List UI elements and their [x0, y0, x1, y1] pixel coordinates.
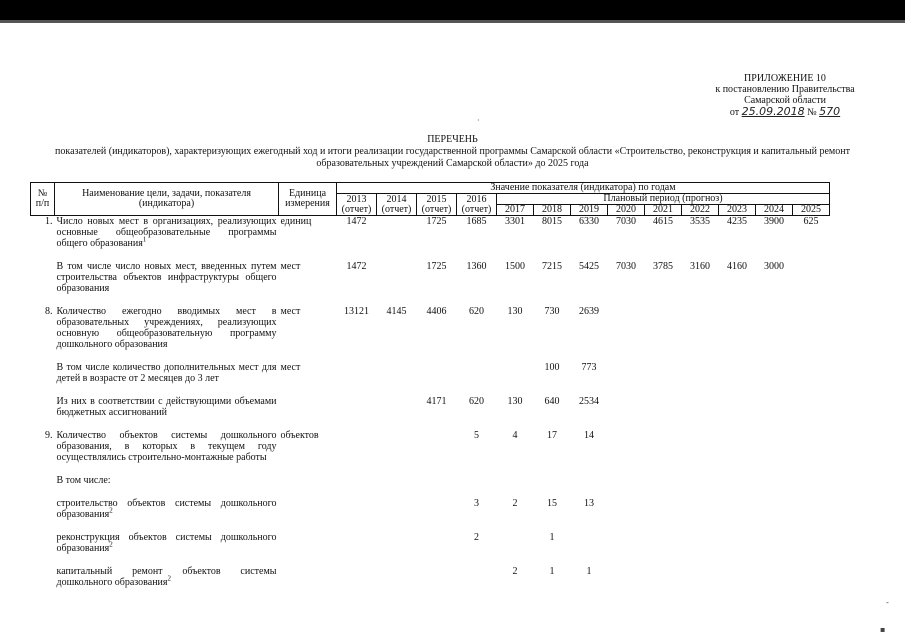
row-value-cell — [377, 430, 417, 463]
row-value-cell: 5425 — [579, 261, 599, 272]
row-spacer-cell — [31, 384, 830, 396]
row-spacer-cell — [31, 463, 830, 475]
row-value-cell — [682, 566, 719, 588]
row-value-cell — [337, 498, 377, 520]
row-indicator-name — [55, 498, 279, 520]
table-row — [31, 566, 830, 588]
row-value-cell: 7030 — [616, 216, 636, 227]
header-year-plan: 2023 — [719, 205, 756, 216]
row-value-cell: 130 — [507, 306, 523, 317]
table-row — [31, 430, 830, 463]
row-value-cell — [719, 396, 756, 418]
row-value-cell — [793, 396, 830, 418]
table-row — [31, 532, 830, 554]
row-value-cell: 4145 — [386, 306, 407, 317]
table-row — [31, 475, 830, 486]
row-value-cell — [608, 475, 645, 486]
row-value-cell: 1 — [549, 532, 555, 543]
row-indicator-name — [55, 532, 279, 554]
header-plan-group: Плановый период (прогноз) — [497, 194, 830, 205]
row-value-cell — [417, 430, 457, 463]
row-unit: объектов — [280, 430, 319, 441]
row-value-cell: 2 — [474, 532, 479, 543]
table-body — [31, 216, 830, 589]
header-year-plan: 2017 — [497, 205, 534, 216]
row-value-cell — [756, 362, 793, 384]
row-number — [31, 362, 55, 384]
row-value-cell: 100 — [544, 362, 560, 373]
row-value-cell — [645, 532, 682, 554]
row-number — [31, 475, 55, 486]
row-indicator-name — [55, 475, 279, 486]
title-description: показателей (индикаторов), характеризующих ежегодный ход и итоги реализации государственной программы Самарской области «Строительство, реконструкция и капитальный ремонт образовательных учреждений Самарской области» до 2025 года — [55, 146, 850, 169]
header-num: № п/п — [31, 183, 55, 216]
row-value-cell — [337, 362, 377, 384]
row-value-cell: 2 — [512, 566, 518, 577]
row-indicator-text: В том числе: — [56, 475, 111, 486]
row-value-cell: 13 — [584, 498, 594, 509]
header-year-plan: 2020 — [608, 205, 645, 216]
footnote-marker: 2 — [109, 506, 113, 515]
row-indicator-text: Число новых мест в организациях, реализующих основные общеобразовательные программы общего образования — [56, 216, 277, 249]
row-value-cell: 773 — [581, 362, 597, 373]
row-value-cell — [682, 498, 719, 520]
row-indicator-text: строительство объектов системы дошкольного образования — [56, 498, 277, 520]
row-spacer — [31, 463, 830, 475]
scan-speck: - — [886, 598, 889, 607]
row-value-cell — [417, 362, 457, 384]
row-value-cell — [377, 532, 417, 554]
row-value-cell: 1500 — [505, 261, 525, 272]
scan-speck: · — [477, 116, 480, 125]
header-year-plan: 2018 — [534, 205, 571, 216]
row-indicator-text: Количество объектов системы дошкольного образования, в которых в текущем году осуществлялись строительно-монтажные работы — [56, 430, 277, 463]
header-year-label: 2016 — [466, 193, 487, 205]
row-value-cell — [793, 261, 830, 294]
row-spacer — [31, 384, 830, 396]
header-report-label: (отчет) — [421, 203, 452, 215]
row-value-cell: 3900 — [764, 216, 784, 227]
row-value-cell — [337, 566, 377, 588]
row-indicator-name — [55, 430, 279, 463]
row-value-cell: 3535 — [690, 216, 710, 227]
row-spacer-cell — [31, 249, 830, 261]
header-year-report — [457, 194, 497, 216]
row-value-cell — [756, 566, 793, 588]
document-title — [0, 134, 905, 170]
row-unit — [279, 532, 337, 554]
row-number — [31, 396, 55, 418]
row-value-cell: 620 — [469, 306, 484, 317]
row-unit — [279, 396, 337, 418]
indicators-table — [30, 182, 830, 588]
row-value-cell — [793, 430, 830, 463]
number-prefix: № — [807, 107, 817, 118]
row-value-cell — [337, 532, 377, 554]
row-value-cell — [337, 396, 377, 418]
row-value-cell — [682, 306, 719, 350]
row-value-cell — [571, 532, 608, 554]
row-value-cell — [756, 430, 793, 463]
row-value-cell: 620 — [469, 396, 484, 407]
row-indicator-name — [55, 216, 279, 250]
row-number — [31, 532, 55, 554]
row-value-cell — [377, 396, 417, 418]
scan-speck: ▪ — [880, 625, 886, 634]
row-number: 8. — [45, 306, 53, 317]
header-unit: Единица измерения — [279, 183, 337, 216]
row-number — [31, 498, 55, 520]
row-value-cell: 2 — [512, 498, 518, 509]
row-value-cell: 2534 — [579, 396, 599, 407]
row-value-cell: 2639 — [579, 306, 599, 317]
header-report-label: (отчет) — [341, 203, 372, 215]
row-indicator-text: В том числе количество дополнительных мест для детей в возрасте от 2 месяцев до 3 лет — [56, 362, 277, 384]
row-value-cell: 4615 — [653, 216, 673, 227]
scan-top-shadow — [0, 20, 905, 23]
table-row — [31, 261, 830, 294]
row-value-cell: 4 — [512, 430, 518, 441]
row-unit: мест — [280, 362, 301, 373]
row-indicator-name — [55, 362, 279, 384]
row-value-cell — [608, 362, 645, 384]
row-value-cell: 1725 — [426, 261, 447, 272]
scan-top-edge — [0, 0, 905, 20]
row-unit: мест — [280, 261, 301, 272]
date-handwritten: 25.09.2018 — [741, 105, 805, 118]
row-unit: мест — [280, 306, 301, 317]
row-value-cell: 4171 — [426, 396, 447, 407]
header-name: Наименование цели, задачи, показателя (индикатора) — [55, 183, 279, 216]
row-unit — [279, 498, 337, 520]
row-spacer — [31, 554, 830, 566]
row-value-cell: 3000 — [764, 261, 784, 272]
row-value-cell: 6330 — [579, 216, 599, 227]
row-indicator-text: капитальный ремонт объектов системы дошкольного образования — [56, 566, 277, 588]
row-value-cell — [417, 475, 457, 486]
row-value-cell: 1725 — [426, 216, 447, 227]
row-indicator-text: В том числе число новых мест, введенных путем строительства объектов инфраструктуры общего образования — [56, 261, 277, 294]
row-value-cell — [719, 498, 756, 520]
row-value-cell: 4235 — [727, 216, 747, 227]
row-value-cell: 1 — [549, 566, 555, 577]
row-value-cell — [682, 475, 719, 486]
row-value-cell — [417, 566, 457, 588]
header-report-label: (отчет) — [461, 203, 492, 215]
row-value-cell: 1 — [586, 566, 592, 577]
row-value-cell: 640 — [544, 396, 560, 407]
appendix-line1: ПРИЛОЖЕНИЕ 10 — [744, 73, 826, 84]
row-value-cell — [756, 306, 793, 350]
header-year-plan: 2021 — [645, 205, 682, 216]
date-prefix: от — [729, 107, 740, 118]
table-row — [31, 306, 830, 350]
footnote-marker: 2 — [167, 574, 172, 583]
row-spacer — [31, 350, 830, 362]
row-spacer-cell — [31, 486, 830, 498]
header-year-label: 2013 — [346, 193, 367, 205]
row-value-cell — [682, 430, 719, 463]
row-value-cell — [417, 498, 457, 520]
row-unit: единиц — [280, 216, 312, 227]
row-number — [31, 566, 55, 588]
row-value-cell — [534, 475, 571, 486]
row-value-cell: 14 — [584, 430, 594, 441]
number-handwritten: 570 — [819, 105, 841, 118]
row-spacer-cell — [31, 418, 830, 430]
row-value-cell: 3301 — [505, 216, 525, 227]
table-row — [31, 216, 830, 250]
row-value-cell — [377, 498, 417, 520]
row-value-cell: 7215 — [542, 261, 562, 272]
row-value-cell — [682, 532, 719, 554]
row-value-cell — [645, 475, 682, 486]
row-indicator-name — [55, 396, 279, 418]
row-value-cell: 4160 — [727, 261, 747, 272]
row-value-cell — [608, 532, 645, 554]
row-value-cell — [719, 475, 756, 486]
header-year-plan: 2019 — [571, 205, 608, 216]
row-value-cell: 730 — [544, 306, 560, 317]
row-value-cell — [457, 566, 497, 588]
row-number: 1. — [45, 216, 53, 227]
row-value-cell — [719, 566, 756, 588]
row-value-cell — [793, 475, 830, 486]
row-value-cell: 13121 — [344, 306, 369, 317]
row-value-cell — [793, 306, 830, 350]
row-value-cell: 1472 — [346, 216, 367, 227]
row-value-cell: 625 — [803, 216, 819, 227]
row-value-cell — [719, 532, 756, 554]
row-value-cell — [337, 475, 377, 486]
appendix-dateline — [690, 106, 880, 118]
header-year-plan: 2025 — [793, 205, 830, 216]
header-year-label: 2014 — [386, 193, 407, 205]
row-spacer-cell — [31, 294, 830, 306]
header-year-report — [337, 194, 377, 216]
row-value-cell: 3785 — [653, 261, 673, 272]
row-value-cell — [645, 362, 682, 384]
row-value-cell — [756, 475, 793, 486]
row-value-cell — [608, 498, 645, 520]
table-row — [31, 362, 830, 384]
row-spacer — [31, 520, 830, 532]
header-year-report — [417, 194, 457, 216]
appendix-block — [690, 73, 880, 118]
row-value-cell — [719, 362, 756, 384]
row-spacer-cell — [31, 350, 830, 362]
row-value-cell — [756, 396, 793, 418]
header-year-report — [377, 194, 417, 216]
row-spacer — [31, 486, 830, 498]
row-value-cell — [645, 306, 682, 350]
row-value-cell — [608, 306, 645, 350]
row-value-cell: 7030 — [616, 261, 636, 272]
row-value-cell: 15 — [547, 498, 557, 509]
row-spacer-cell — [31, 520, 830, 532]
row-value-cell: 3 — [474, 498, 479, 509]
table-row — [31, 396, 830, 418]
row-indicator-name — [55, 306, 279, 350]
row-value-cell: 3160 — [690, 261, 710, 272]
row-value-cell — [377, 216, 417, 250]
row-value-cell: 4406 — [426, 306, 447, 317]
row-value-cell — [756, 532, 793, 554]
row-value-cell — [377, 566, 417, 588]
row-unit — [279, 566, 337, 588]
row-value-cell: 8015 — [542, 216, 562, 227]
row-spacer — [31, 418, 830, 430]
row-value-cell — [571, 475, 608, 486]
row-indicator-text: Количество ежегодно вводимых мест в образовательных учреждениях, реализующих основную общеобразовательную программу дошкольного образования — [56, 306, 277, 350]
table-row — [31, 498, 830, 520]
header-year-plan: 2024 — [756, 205, 793, 216]
row-number: 9. — [45, 430, 53, 441]
row-spacer — [31, 249, 830, 261]
table-header — [31, 183, 830, 216]
row-value-cell — [719, 430, 756, 463]
appendix-line2: к постановлению Правительства — [715, 84, 855, 95]
row-value-cell: 1685 — [466, 216, 487, 227]
row-value-cell — [497, 362, 534, 384]
row-indicator-name — [55, 261, 279, 294]
row-value-cell — [793, 532, 830, 554]
footnote-marker: 1 — [142, 235, 147, 244]
row-value-cell — [793, 362, 830, 384]
row-value-cell: 1360 — [466, 261, 487, 272]
row-value-cell — [608, 396, 645, 418]
footnote-marker: 2 — [109, 540, 113, 549]
row-indicator-text: реконструкция объектов системы дошкольного образования — [56, 532, 277, 554]
appendix-line3: Самарской области — [744, 95, 826, 106]
row-value-cell — [793, 566, 830, 588]
row-value-cell — [377, 475, 417, 486]
row-value-cell — [457, 362, 497, 384]
row-value-cell — [337, 430, 377, 463]
row-unit — [279, 475, 337, 486]
title-heading: ПЕРЕЧЕНЬ — [427, 134, 478, 145]
row-value-cell — [645, 498, 682, 520]
row-value-cell — [682, 396, 719, 418]
row-value-cell — [608, 430, 645, 463]
header-year-plan: 2022 — [682, 205, 719, 216]
row-value-cell — [377, 261, 417, 294]
row-value-cell — [497, 475, 534, 486]
row-value-cell — [645, 430, 682, 463]
row-value-cell — [608, 566, 645, 588]
row-value-cell — [719, 306, 756, 350]
row-number — [31, 261, 55, 294]
row-value-cell — [645, 396, 682, 418]
header-report-label: (отчет) — [381, 203, 412, 215]
row-value-cell — [793, 498, 830, 520]
row-value-cell — [497, 532, 534, 554]
header-year-label: 2015 — [426, 193, 447, 205]
row-value-cell — [377, 362, 417, 384]
row-value-cell — [756, 498, 793, 520]
row-value-cell: 5 — [474, 430, 479, 441]
row-value-cell — [645, 566, 682, 588]
row-value-cell: 17 — [547, 430, 557, 441]
row-indicator-text: Из них в соответствии с действующими объемами бюджетных ассигнований — [56, 396, 277, 418]
row-value-cell — [457, 475, 497, 486]
row-value-cell: 130 — [507, 396, 523, 407]
row-value-cell: 1472 — [346, 261, 367, 272]
row-indicator-name — [55, 566, 279, 588]
row-value-cell — [417, 532, 457, 554]
header-values-group: Значение показателя (индикатора) по годам — [337, 183, 830, 194]
row-spacer-cell — [31, 554, 830, 566]
row-spacer — [31, 294, 830, 306]
row-value-cell — [682, 362, 719, 384]
